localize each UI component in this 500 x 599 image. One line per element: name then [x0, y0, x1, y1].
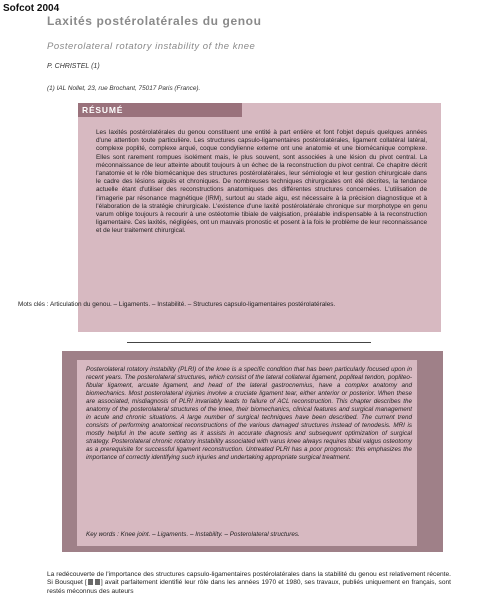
resume-keywords: Mots clés : Articulation du genou. – Ligaments. – Instabilité. – Structures capsulo-ligamentaires postérolatérales.	[18, 301, 336, 308]
author-line: P. CHRISTEL (1)	[47, 63, 100, 70]
resume-box	[78, 103, 441, 332]
abstract-text: Posterolateral rotatory instability (PLRI) of the knee is a specific condition that has been particularly focused upon in recent years. The posterolateral structures, which consist of the lateral collateral ligament, popliteal tendon, popliteo-fibular ligament, arcuate ligament, and head of the lateral gastrocnemius, have a complex anatomy and biomechanics. Most posterolateral injuries involve a cruciate ligament tear, either anterior or posterior. When these are associated, misdiagnosis of PLRI invariably leads to failure of ACL reconstruction. This chapter describes the anatomy of the posterolateral structures of the knee, their biomechanics, clinical features and surgical management in acute and chronic situations. A large number of surgical techniques have been described. The current trend consists of performing anatomical reconstructions of the various damaged structures instead of tenodesis. MRI is mostly helpful in the acute setting as it assists in accurate diagnosis and subsequent optimization of surgical strategy. Posterolateral chronic rotatory instability associated with varus knee always requires tibial valgus osteotomy as a prerequisite for successful ligament reconstruction. Untreated PLRI has a poor prognosis: this emphasizes the importance of correctly identifying such injuries and undertaking appropriate surgical treatment.	[86, 366, 412, 461]
body-text-part-1: La redécouverte de l'importance des structures capsulo-ligamentaires postérolatérales dans la stabilité du genou est relativement récente. Si Bousquet	[47, 571, 451, 587]
body-paragraph: La redécouverte de l'importance des structures capsulo-ligamentaires postérolatérales dans la stabilité du genou est relativement récente. Si Bousquet [ ] avait parfaitement identifié leur rôle dans les années 1970 et 1980, ses travaux, publiés uniquement en français, sont restés méconnus des auteurs	[47, 571, 452, 595]
reference-marker-icon[interactable]	[88, 579, 93, 585]
article-title-en: Posterolateral rotatory instability of the knee	[47, 41, 256, 52]
affiliation-line: (1) IAL Nollet, 23, rue Brochant, 75017 Paris (France).	[47, 85, 201, 92]
abstract-box	[77, 360, 417, 546]
reference-marker-icon[interactable]	[95, 579, 100, 585]
resume-text: Les laxités postérolatérales du genou constituent une entité à part entière et font l'objet depuis quelques années d'une attention toute particulière. Les structures capsulo-ligamentaires postérolatérales, ligament collatéral latéral, complexe poplité, complexe arqué, coque condylienne externe ont une anatomie et une biomécanique complexe. Elles sont rarement rompues isolément mais, le plus souvent, sont associées à une lésion du pivot central. La méconnaissance de leur atteinte aboutit toujours à un échec de la reconstruction du pivot central. Ce chapitre décrit l'anatomie et le rôle biomécanique des structures postérolatérales, leur sémiologie et leur gestion chirurgicale dans le cadre des lésions aiguës et chroniques. De nombreuses techniques chirurgicales ont été décrites, la tendance actuelle étant d'utiliser des reconstructions anatomiques des différentes structures concernées. L'utilisation de l'imagerie par résonance magnétique (IRM), surtout au stade aigu, est nécessaire à la précision diagnostique et à l'élaboration de la stratégie chirurgicale. L'existence d'une laxité postérolatérale chronique sur morphotype en genu varum oblige toujours à recourir à une ostéotomie tibiale de valgisation, préalable indispensable à la reconstruction ligamentaire. Ces laxités, négligées, ont un mauvais pronostic et posent à la fois le problème de leur reconnaissance et de leur traitement chirurgical.	[96, 129, 427, 235]
section-divider	[127, 342, 371, 343]
article-title-fr: Laxités postérolatérales du genou	[47, 14, 262, 28]
resume-heading: RÉSUMÉ	[78, 103, 242, 117]
journal-mark: Sofcot 2004	[3, 3, 60, 14]
abstract-keywords: Key words : Knee joint. – Ligaments. – Instability. – Posterolateral structures.	[86, 531, 300, 538]
body-text-part-2: avait parfaitement identifié leur rôle dans les années 1970 et 1980, ses travaux, publiés uniquement en français, sont restés méconnus des auteurs	[47, 579, 452, 595]
